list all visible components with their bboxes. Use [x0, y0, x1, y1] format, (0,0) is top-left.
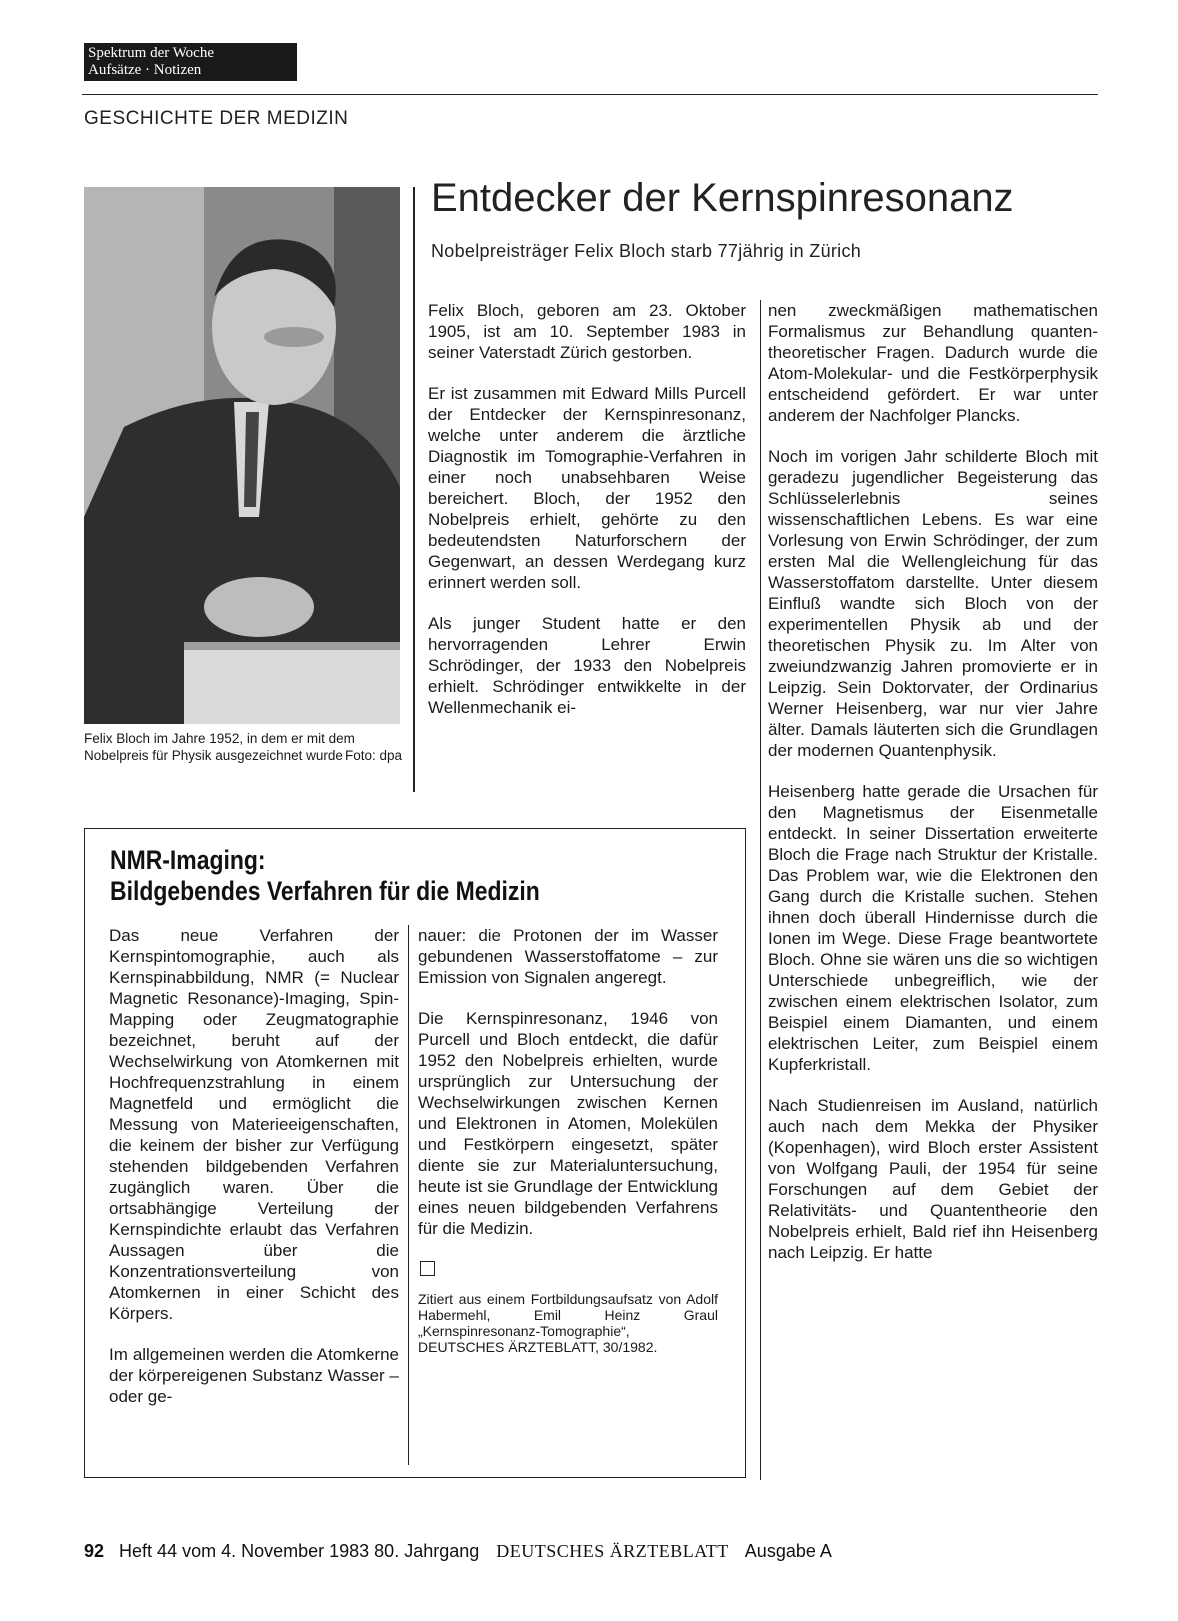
- article-subtitle: Nobelpreisträger Felix Bloch starb 77jährig in Zürich: [431, 241, 862, 261]
- rubric: GESCHICHTE DER MEDIZIN: [84, 108, 349, 129]
- citation: Zitiert aus einem Fortbildungsaufsatz von Adolf Habermehl, Emil Heinz Graul „Kernspinresonanz-Tomographie“, DEUTSCHES ÄRZTEBLATT, 30/1982.: [418, 1291, 718, 1355]
- box-column-1: [109, 925, 399, 1427]
- paragraph: Als junger Student hatte er den hervorragenden Lehrer Erwin Schrödinger, der 1933 den Nobelpreis erhielt. Schrödinger entwikkelte in der Wellenmechanik ei-: [428, 614, 746, 717]
- article-column-1: [428, 300, 746, 738]
- paragraph: Er ist zusammen mit Edward Mills Purcell der Entdecker der Kernspinresonanz, welche unter anderem die ärztliche Diagnostik im Tomographie-Verfahren in einer noch unabsehbaren Weise bereichert. Bloch, der 1952 den Nobelpreis erhielt, gehörte zu den bedeutendsten Naturforschern der Gegenwart, an dessen Werdegang kurz erinnert werden soll.: [428, 384, 746, 592]
- column-rule: [413, 187, 415, 792]
- box-column-2: [418, 925, 718, 1355]
- article-title: Entdecker der Kernspinresonanz: [431, 176, 1014, 220]
- footer: [84, 1541, 832, 1562]
- section-label-line2: Aufsätze · Notizen: [88, 62, 202, 78]
- article-column-2: [768, 300, 1098, 1283]
- section-label: [84, 43, 297, 81]
- paragraph: Das neue Verfahren der Kernspintomographie, auch als Kernspinabbildung, NMR (= Nuclear Magnetic Resonance)-Imaging, Spin-Mapping oder Zeugmatographie bezeichnet, beruht auf der Wechselwirkung von Atomkernen mit Hochfrequenzstrahlung in einem Magnetfeld und ermöglicht die Messung von Materieeigenschaften, die keinem der bisher zur Verfügung stehenden bildgebenden Verfahren zugänglich waren. Über die ortsabhängige Verteilung der Kernspindichte erlaubt das Verfahren Aussagen über die Konzentrationsverteilung von Atomkernen in einer Schicht des Körpers.: [109, 926, 399, 1323]
- header-rule: [82, 94, 1098, 95]
- photo-credit: Foto: dpa: [344, 748, 402, 763]
- paragraph: Noch im vorigen Jahr schilderte Bloch mit geradezu jugendlicher Begeisterung das Schlüsselerlebnis seines wissenschaftlichen Lebens. Es war eine Vorlesung von Erwin Schrödinger, der zum ersten Mal die Wellengleichung für das Wasserstoffatom darstellte. Unter diesem Einfluß wandte sich Bloch von der experimentellen Physik ab und der theoretischen Physik zu. Im Alter von zweiundzwanzig Jahren promovierte er in Leipzig. Sein Doktorvater, der Ordinarius Werner Heisenberg, war nur vier Jahre älter. Damals läuterten sich die Grundlagen der modernen Quantenphysik.: [768, 447, 1098, 760]
- portrait-photo: [84, 187, 400, 724]
- paragraph: Im allgemeinen werden die Atomkerne der körpereigenen Substanz Wasser – oder ge-: [109, 1345, 399, 1406]
- paragraph: Felix Bloch, geboren am 23. Oktober 1905, ist am 10. September 1983 in seiner Vaterstadt Zürich gestorben.: [428, 301, 746, 362]
- box-title-line1: NMR-Imaging:: [110, 845, 266, 875]
- photo-caption: [84, 730, 402, 764]
- page-number: 92: [84, 1541, 105, 1561]
- section-label-line1: Spektrum der Woche: [88, 45, 214, 61]
- portrait-illustration: [84, 187, 400, 724]
- paragraph: Die Kernspinresonanz, 1946 von Purcell und Bloch entdeckt, die dafür 1952 den Nobelpreis erhielten, wurde ursprünglich zur Untersuchung der Wechselwirkungen zwischen Kernen und Elektronen in Atomen, Molekülen und Festkörpern eingesetzt, später diente sie zur Materialuntersuchung, heute ist sie Grundlage der Entwicklung eines neuen bildgebenden Verfahrens für die Medizin.: [418, 1009, 718, 1238]
- photo-caption-text: Felix Bloch im Jahre 1952, in dem er mit dem Nobelpreis für Physik ausgezeichnet wurde: [84, 731, 355, 763]
- column-rule: [408, 925, 409, 1465]
- end-square-icon: [420, 1261, 435, 1276]
- paragraph: Heisenberg hatte gerade die Ursachen für den Magnetismus der Eisenmetalle entdeckt. In seiner Dissertation erweiterte Bloch die Frage nach Struktur der Kristalle. Das Problem war, wie die Elektronen den Gang durch die Kristalle suchen. Stehen ihnen doch überall Hindernisse durch die Ionen im Wege. Diese Frage beantwortete Bloch. Ohne sie wären uns die so wichtigen Unterschiede unbegreiflich, wie der zwischen einem elektrischen Isolator, zum Beispiel einem Diamanten, und einem elektrischen Leiter, zum Beispiel einem Kupferkristall.: [768, 782, 1098, 1074]
- journal-name: DEUTSCHES ÄRZTEBLATT: [496, 1541, 729, 1561]
- paragraph: nauer: die Protonen der im Wasser gebundenen Wasserstoffatome – zur Emission von Signalen angeregt.: [418, 926, 718, 987]
- issue-info: Heft 44 vom 4. November 1983 80. Jahrgang: [119, 1541, 480, 1561]
- box-title: [110, 845, 620, 907]
- edition: Ausgabe A: [744, 1541, 832, 1561]
- box-title-line2: Bildgebendes Verfahren für die Medizin: [110, 876, 540, 906]
- paragraph: Nach Studienreisen im Ausland, natürlich auch nach dem Mekka der Physiker (Kopenhagen), wird Bloch erster Assistent von Wolfgang Pauli, der 1954 für seine Forschungen auf dem Gebiet der Relativitäts- und Quantentheorie den Nobelpreis erhielt, Bald rief ihn Heisenberg nach Leipzig. Er hatte: [768, 1096, 1098, 1262]
- column-rule: [760, 300, 761, 1480]
- paragraph: nen zweckmäßigen mathematischen Formalismus zur Behandlung quanten-theoretischer Fragen. Dadurch wurde die Atom-Molekular- und die Festkörperphysik entscheidend gefördert. Er war unter anderem der Nachfolger Plancks.: [768, 301, 1098, 425]
